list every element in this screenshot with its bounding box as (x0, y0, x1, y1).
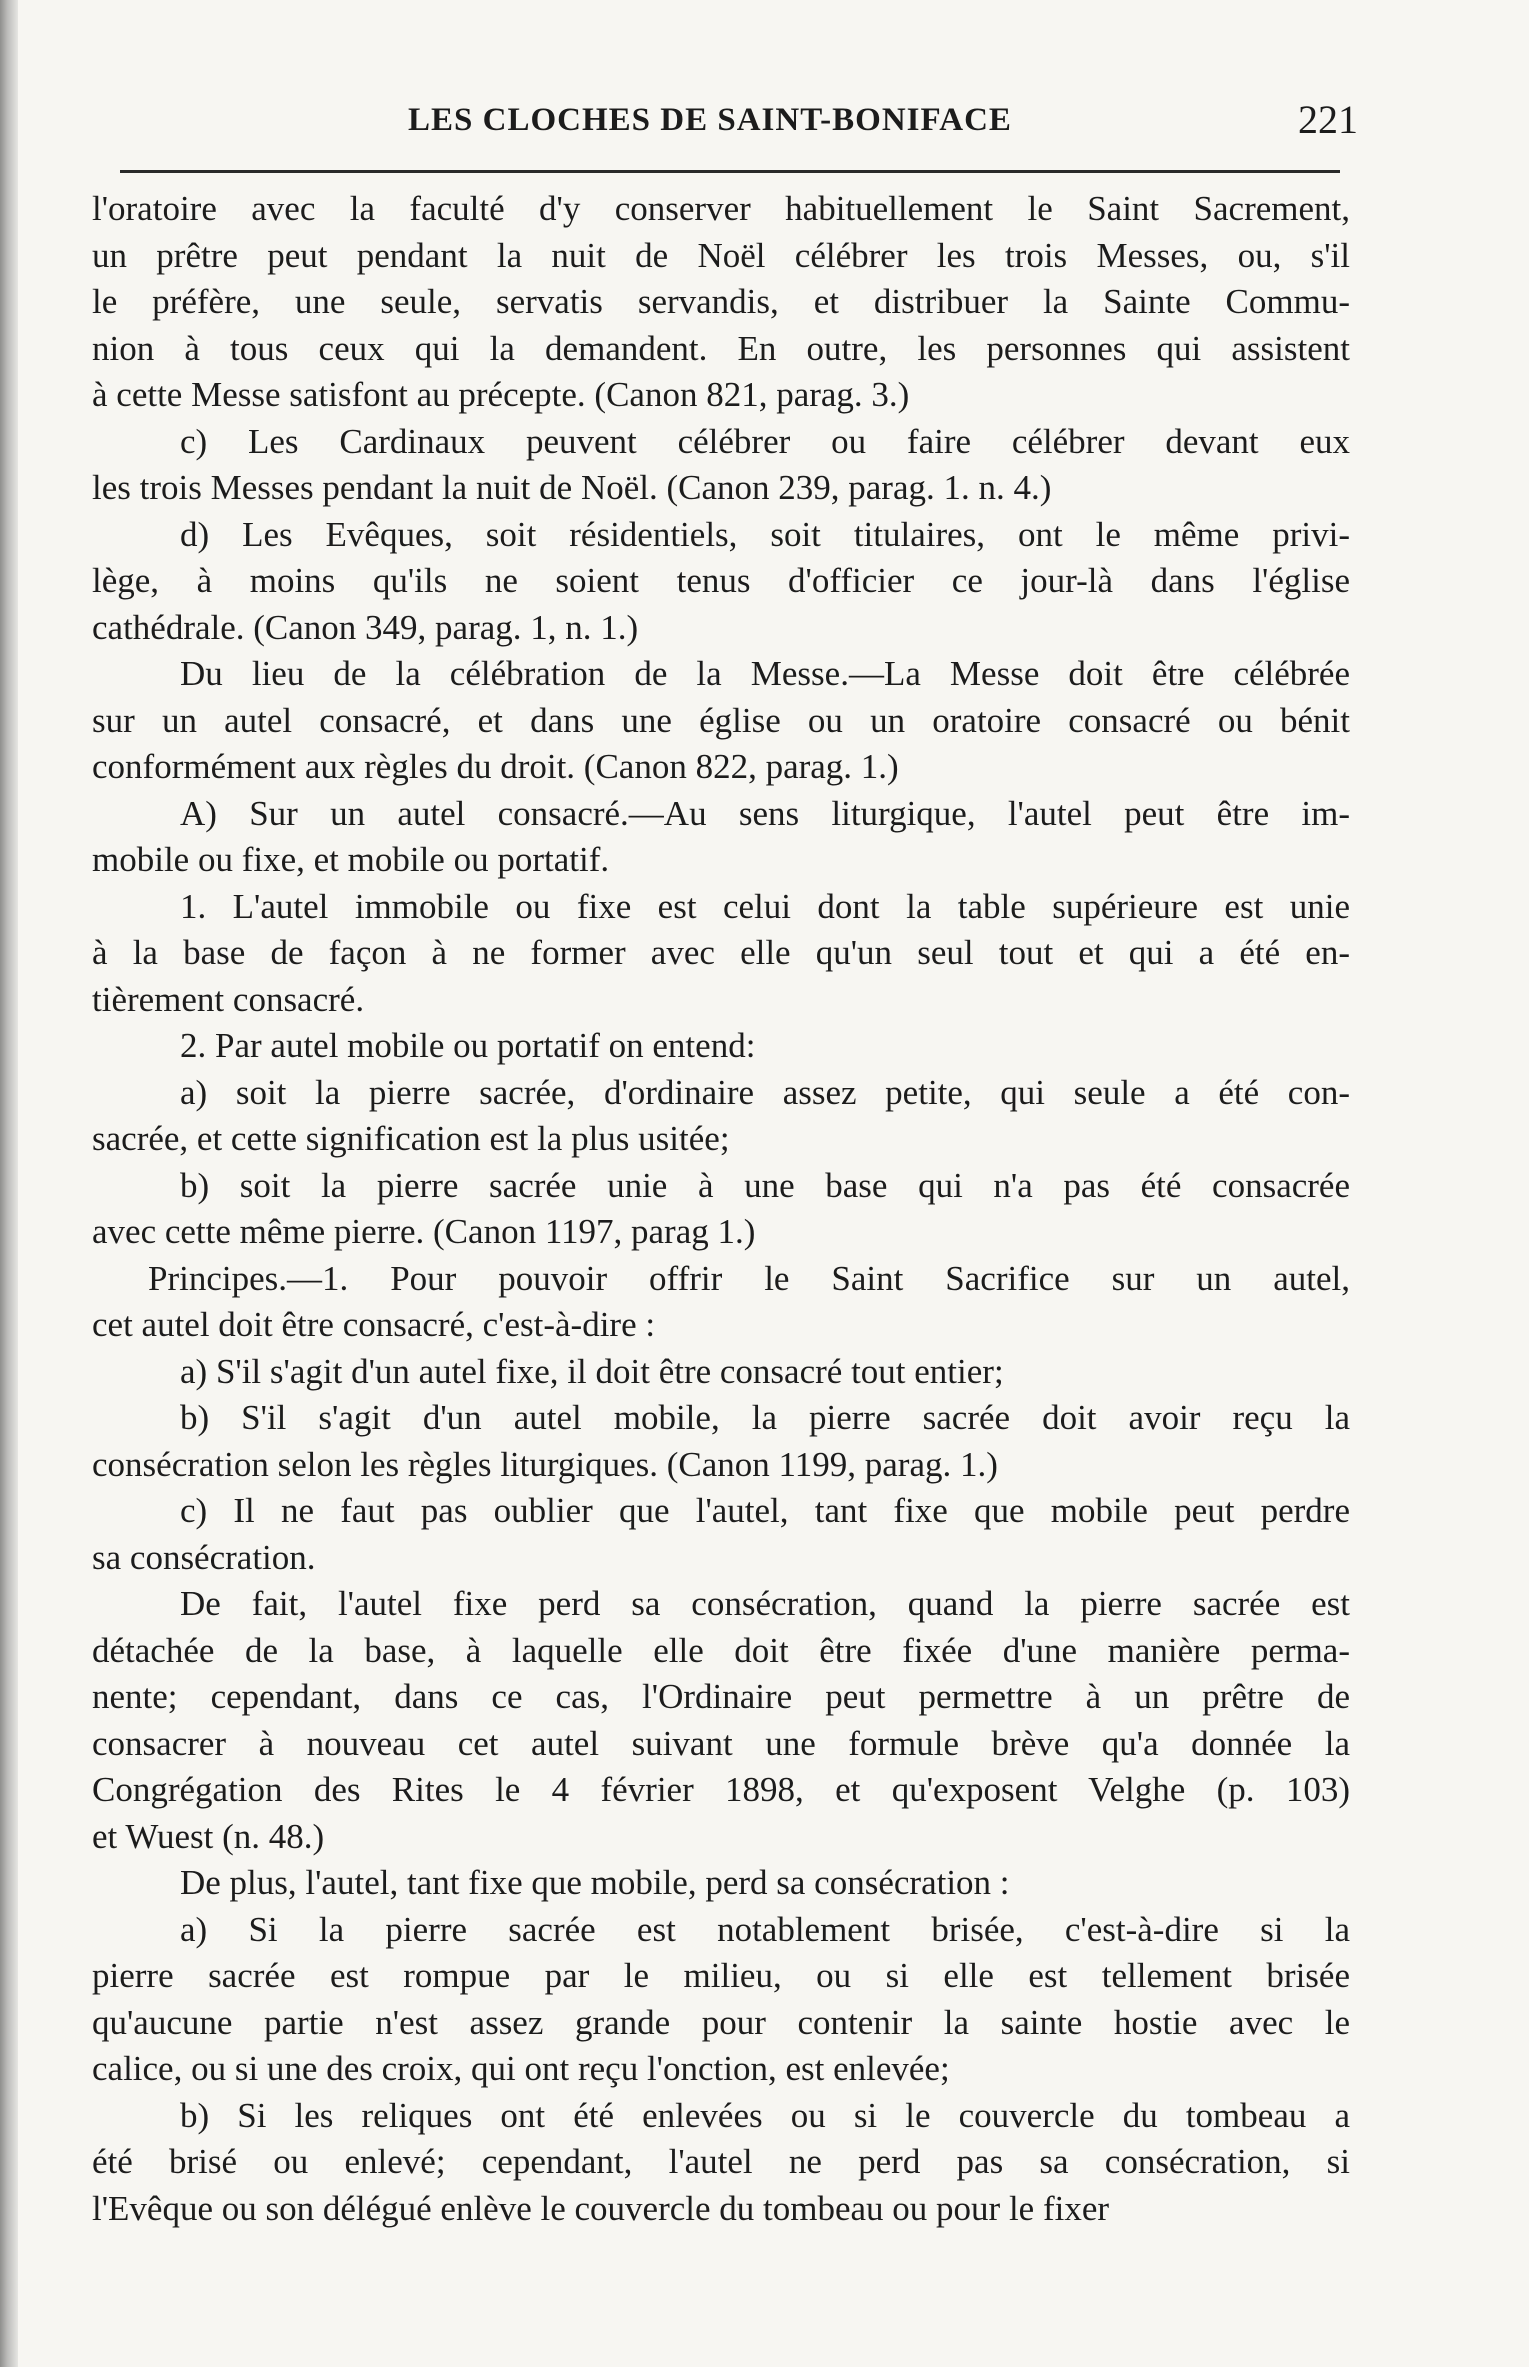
text-line: sur un autel consacré, et dans une église ou un oratoire consacré ou bénit (92, 700, 1350, 740)
text-line: l'oratoire avec la faculté d'y conserver habituellement le Saint Sacrement, (92, 189, 1350, 228)
text-line: et Wuest (n. 48.) (92, 1816, 325, 1856)
text-line: qu'aucune partie n'est assez grande pour contenir la sainte hostie avec le (92, 2002, 1350, 2042)
text-line: à la base de façon à ne former avec elle qu'un seul tout et qui a été en- (92, 933, 1350, 972)
text-line: Congrégation des Rites le 4 février 1898, et qu'exposent Velghe (p. 103) (92, 1770, 1350, 1809)
text-line: a) S'il s'agit d'un autel fixe, il doit être consacré tout entier; (180, 1351, 1004, 1391)
binding-edge (0, 0, 18, 2367)
text-line: b) soit la pierre sacrée unie à une base qui n'a pas été consacrée (180, 1165, 1350, 1205)
text-line: nente; cependant, dans ce cas, l'Ordinaire peut permettre à un prêtre de (92, 1677, 1350, 1716)
text-line: sacrée, et cette signification est la plus usitée; (92, 1119, 730, 1158)
text-line: mobile ou fixe, et mobile ou portatif. (92, 840, 610, 879)
text-line: sa consécration. (92, 1537, 316, 1577)
page-number: 221 (1298, 97, 1358, 142)
text-line: nion à tous ceux qui la demandent. En outre, les personnes qui assistent (92, 328, 1350, 368)
header-rule (120, 170, 1340, 173)
text-line: le préfère, une seule, servatis servandis, et distribuer la Sainte Commu- (92, 282, 1350, 321)
text-line: conformément aux règles du droit. (Canon 822, parag. 1.) (92, 747, 899, 786)
text-line: b) Si les reliques ont été enlevées ou si le couvercle du tombeau a (180, 2095, 1350, 2135)
text-line: pierre sacrée est rompue par le milieu, ou si elle est tellement brisée (92, 1956, 1350, 1995)
text-line: a) soit la pierre sacrée, d'ordinaire assez petite, qui seule a été con- (180, 1072, 1350, 1112)
text-line: un prêtre peut pendant la nuit de Noël célébrer les trois Messes, ou, s'il (92, 235, 1350, 275)
text-line: c) Les Cardinaux peuvent célébrer ou faire célébrer devant eux (180, 421, 1350, 461)
text-line: c) Il ne faut pas oublier que l'autel, tant fixe que mobile peut perdre (180, 1491, 1350, 1530)
text-line: été brisé ou enlevé; cependant, l'autel ne perd pas sa consécration, si (92, 2142, 1350, 2181)
running-title: LES CLOCHES DE SAINT-BONIFACE (408, 102, 1012, 138)
text-line: consécration selon les règles liturgiques. (Canon 1199, parag. 1.) (92, 1444, 998, 1484)
text-line: a) Si la pierre sacrée est notablement brisée, c'est-à-dire si la (180, 1909, 1350, 1949)
text-line: à cette Messe satisfont au précepte. (Canon 821, parag. 3.) (92, 375, 910, 414)
text-line: De fait, l'autel fixe perd sa consécration, quand la pierre sacrée est (180, 1584, 1350, 1623)
text-line: 1. L'autel immobile ou fixe est celui dont la table supérieure est unie (180, 886, 1350, 926)
text-line: A) Sur un autel consacré.—Au sens liturgique, l'autel peut être im- (180, 793, 1350, 833)
text-line: calice, ou si une des croix, qui ont reçu l'onction, est enlevée; (92, 2049, 950, 2088)
body-text (92, 186, 1350, 2232)
text-line: d) Les Evêques, soit résidentiels, soit titulaires, ont le même privi- (180, 514, 1350, 554)
text-line: Principes.—1. Pour pouvoir offrir le Saint Sacrifice sur un autel, (148, 1258, 1350, 1298)
running-head (108, 96, 1358, 156)
text-line: b) S'il s'agit d'un autel mobile, la pierre sacrée doit avoir reçu la (180, 1398, 1350, 1437)
text-line: cet autel doit être consacré, c'est-à-dire : (92, 1305, 656, 1344)
text-line: détachée de la base, à laquelle elle doit être fixée d'une manière perma- (92, 1630, 1350, 1670)
text-line: l'Evêque ou son délégué enlève le couvercle du tombeau ou pour le fixer (92, 2188, 1110, 2228)
text-line: consacrer à nouveau cet autel suivant une formule brève qu'a donnée la (92, 1723, 1350, 1763)
text-line: avec cette même pierre. (Canon 1197, parag 1.) (92, 1212, 756, 1251)
text-line: 2. Par autel mobile ou portatif on entend: (180, 1026, 756, 1065)
text-line: Du lieu de la célébration de la Messe.—La Messe doit être célébrée (180, 654, 1350, 693)
text-line: cathédrale. (Canon 349, parag. 1, n. 1.) (92, 607, 639, 647)
text-line: les trois Messes pendant la nuit de Noël. (Canon 239, parag. 1. n. 4.) (92, 468, 1052, 507)
text-line: De plus, l'autel, tant fixe que mobile, perd sa consécration : (180, 1863, 1010, 1902)
text-line: tièrement consacré. (92, 979, 365, 1019)
text-line: lège, à moins qu'ils ne soient tenus d'officier ce jour-là dans l'église (92, 561, 1350, 600)
